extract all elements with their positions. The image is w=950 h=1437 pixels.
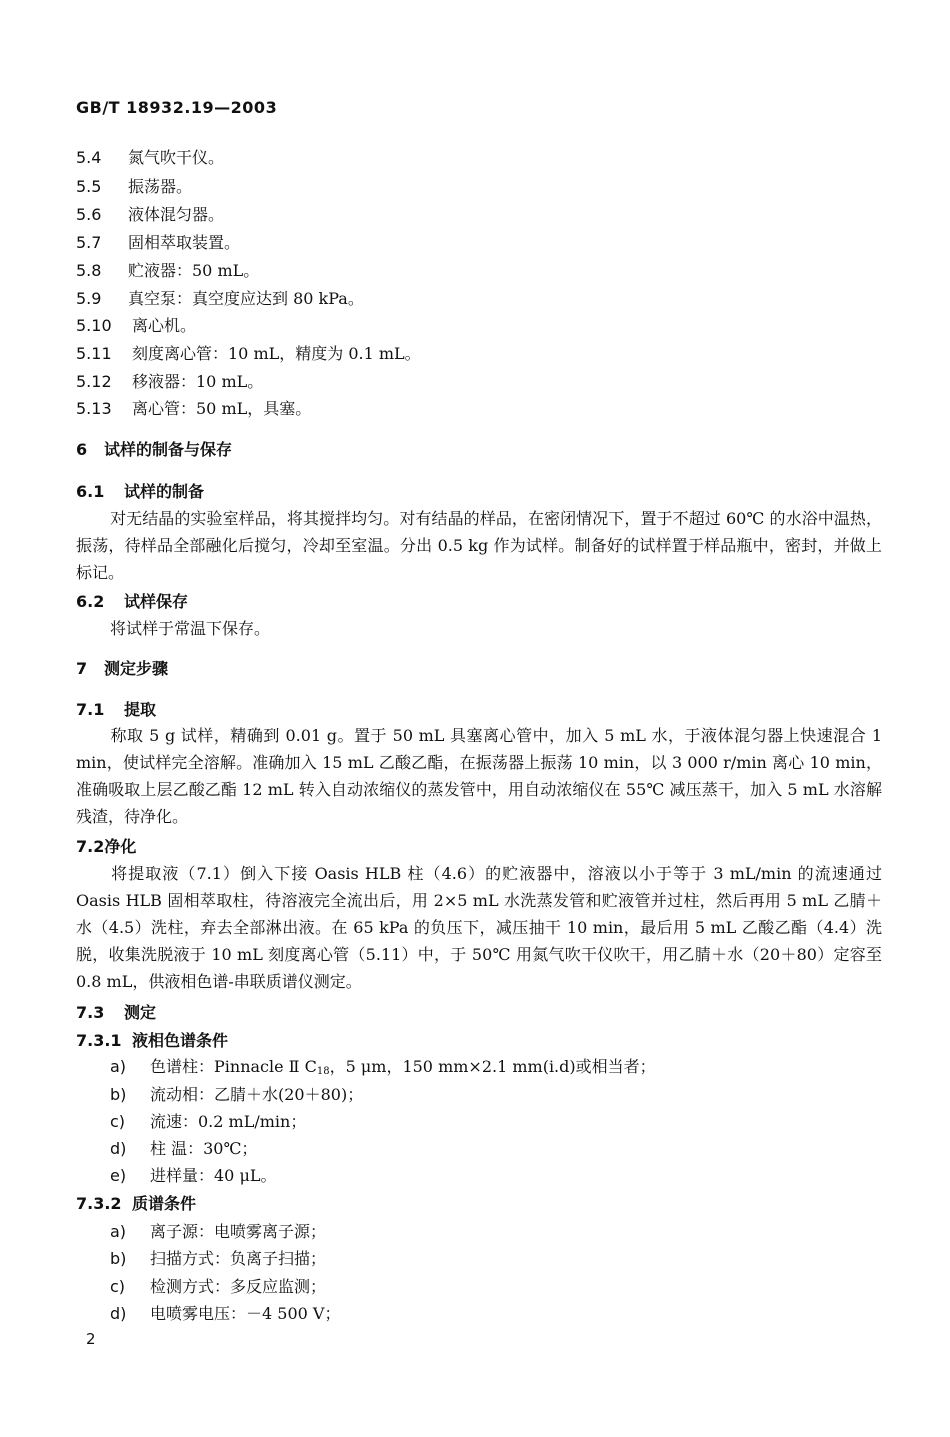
list-item: [110, 1304, 340, 1324]
item-text: 检测方式：多反应监测；: [150, 1277, 327, 1296]
subsection-title: 提取: [124, 700, 157, 719]
item-text: 色谱柱：Pinnacle Ⅱ C: [150, 1057, 317, 1076]
item-text: 贮液器：50 mL。: [128, 261, 260, 280]
section-title: 测定步骤: [104, 659, 169, 678]
list-item: [76, 289, 364, 309]
item-text: 固相萃取装置。: [128, 233, 241, 252]
list-item: [76, 399, 311, 419]
item-label: d): [110, 1139, 127, 1158]
list-item: [76, 205, 224, 225]
subsection-heading: [76, 592, 188, 612]
item-number: 5.9: [76, 289, 102, 308]
item-label: a): [110, 1222, 127, 1241]
item-number: 5.4: [76, 148, 102, 167]
item-number: 5.11: [76, 344, 112, 363]
page-number: 2: [86, 1330, 96, 1348]
list-item: [76, 344, 421, 364]
item-text: 氮气吹干仪。: [128, 148, 225, 167]
section-heading: [76, 659, 168, 679]
section-title: 试样的制备与保存: [104, 440, 233, 459]
item-number: 5.10: [76, 316, 112, 335]
subsection-heading: [76, 837, 136, 857]
list-item: [76, 233, 240, 253]
subsection-number: 6.1: [76, 482, 105, 501]
subsection-title: 试样的制备: [124, 482, 205, 501]
standard-number: GB/T 18932.19—2003: [76, 98, 278, 117]
list-item: [110, 1222, 326, 1242]
section-number: 6: [76, 440, 88, 459]
list-item: [110, 1277, 326, 1297]
item-text: 离心管：50 mL，具塞。: [132, 399, 312, 418]
subsection-title: 试样保存: [124, 592, 189, 611]
item-text: 离子源：电喷雾离子源；: [150, 1222, 327, 1241]
item-label: b): [110, 1249, 127, 1268]
list-item: [110, 1085, 363, 1105]
item-number: 5.12: [76, 372, 112, 391]
subsection-number: 7.1: [76, 700, 105, 719]
list-item: [110, 1112, 306, 1132]
item-text-cont: ，5 μm，150 mm×2.1 mm(i.d)或相当者；: [329, 1057, 656, 1076]
item-number: 5.7: [76, 233, 102, 252]
item-text: 流速：0.2 mL/min；: [150, 1112, 307, 1131]
subsection-title: 测定: [124, 1003, 157, 1022]
item-text: 刻度离心管：10 mL，精度为 0.1 mL。: [132, 344, 421, 363]
item-label: b): [110, 1085, 127, 1104]
list-item: [76, 261, 259, 281]
paragraph-text: 将试样于常温下保存。: [110, 619, 271, 638]
list-item: [76, 177, 192, 197]
subsection-heading: [76, 1003, 156, 1023]
subsection-number: 6.2: [76, 592, 105, 611]
item-label: c): [110, 1112, 126, 1131]
subsection-title: 液相色谱条件: [132, 1031, 229, 1050]
subsection-number: 7.3: [76, 1003, 105, 1022]
item-label: e): [110, 1166, 127, 1185]
section-heading: [76, 440, 232, 460]
list-item: [110, 1249, 326, 1269]
item-text: 振荡器。: [128, 177, 193, 196]
item-text: 进样量：40 μL。: [150, 1166, 277, 1185]
item-number: 5.13: [76, 399, 112, 418]
item-number: 5.5: [76, 177, 102, 196]
item-number: 5.8: [76, 261, 102, 280]
item-text: 扫描方式：负离子扫描；: [150, 1249, 327, 1268]
paragraph: [76, 505, 882, 586]
item-text: 液体混匀器。: [128, 205, 225, 224]
paragraph: [76, 860, 882, 995]
item-label: c): [110, 1277, 126, 1296]
item-text: 柱 温：30℃；: [150, 1139, 258, 1158]
subsection-number: 7.2: [76, 837, 105, 856]
subsection-number: 7.3.1: [76, 1031, 122, 1050]
subscript: 18: [316, 1066, 330, 1077]
list-item: [76, 372, 263, 392]
item-label: d): [110, 1304, 127, 1323]
section-number: 7: [76, 659, 88, 678]
item-text: 离心机。: [132, 316, 197, 335]
subsection-heading: [76, 482, 204, 502]
subsection-heading: [76, 1031, 228, 1051]
subsection-title: 净化: [104, 837, 137, 856]
item-text: 移液器：10 mL。: [132, 372, 264, 391]
item-text: 流动相：乙腈＋水(20＋80)；: [150, 1085, 364, 1104]
subsection-heading: [76, 700, 156, 720]
list-item: [110, 1166, 276, 1186]
item-number: 5.6: [76, 205, 102, 224]
item-text: 真空泵：真空度应达到 80 kPa。: [128, 289, 364, 308]
subsection-title: 质谱条件: [132, 1194, 197, 1213]
list-item: [110, 1057, 656, 1077]
list-item: [76, 148, 224, 168]
item-label: a): [110, 1057, 127, 1076]
list-item: [76, 316, 196, 336]
item-text: 电喷雾电压：－4 500 V；: [150, 1304, 341, 1323]
subsection-heading: [76, 1194, 196, 1214]
paragraph-text: 对无结晶的实验室样品，将其搅拌均匀。对有结晶的样品，在密闭情况下，置于不超过 60℃ 的水浴中温热，振荡，待样品全部融化后搅匀，冷却至室温。分出 0.5 kg 作为试样。制备好的试样置于样品瓶中，密封，并做上标记。: [76, 509, 882, 582]
subsection-number: 7.3.2: [76, 1194, 122, 1213]
list-item: [110, 1139, 257, 1159]
paragraph-text: 称取 5 g 试样，精确到 0.01 g。置于 50 mL 具塞离心管中，加入 5 mL 水，于液体混匀器上快速混合 1 min，使试样完全溶解。准确加入 15 mL 乙酸乙酯，在振荡器上振荡 10 min，以 3 000 r/min 离心 10 min，准确吸取上层乙酸乙酯 12 mL 转入自动浓缩仪的蒸发管中，用自动浓缩仪在 55℃ 减压蒸干，加入 5 mL 水溶解残渣，待净化。: [76, 726, 882, 826]
paragraph: [76, 615, 882, 642]
paragraph: [76, 722, 882, 830]
paragraph-text: 将提取液（7.1）倒入下接 Oasis HLB 柱（4.6）的贮液器中，溶液以小于等于 3 mL/min 的流速通过 Oasis HLB 固相萃取柱，待溶液完全流出后，用 2×5 mL 水洗蒸发管和贮液管并过柱，然后再用 5 mL 乙腈＋水（4.5）洗柱，弃去全部淋出液。在 65 kPa 的负压下，减压抽干 10 min，最后用 5 mL 乙酸乙酯（4.4）洗脱，收集洗脱液于 10 mL 刻度离心管（5.11）中，于 50℃ 用氮气吹干仪吹干，用乙腈＋水（20＋80）定容至 0.8 mL，供液相色谱-串联质谱仪测定。: [76, 864, 882, 991]
